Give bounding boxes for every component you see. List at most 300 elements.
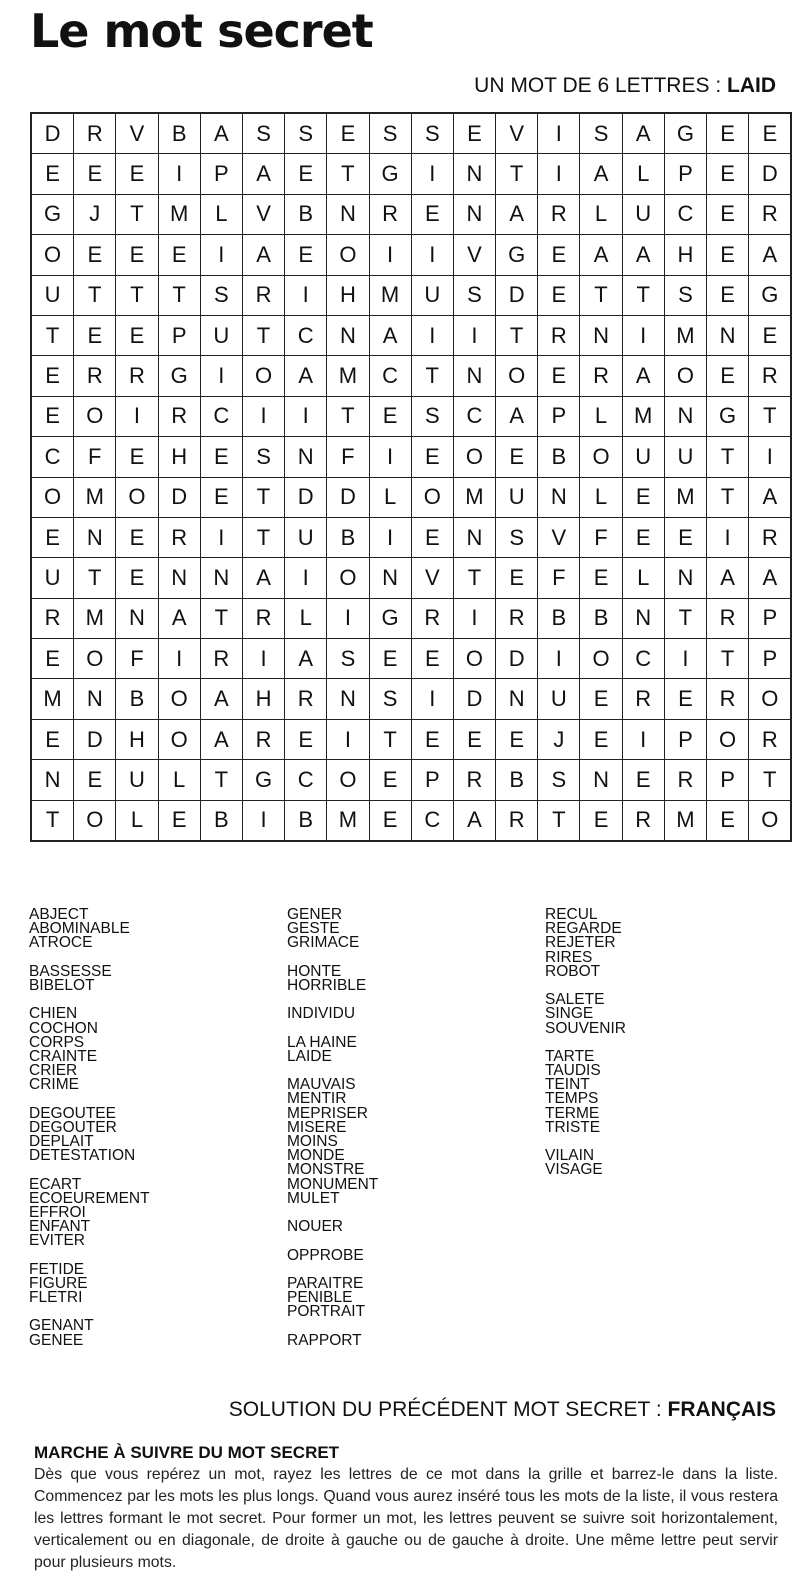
grid-cell[interactable]: L (158, 760, 200, 800)
word-list-item[interactable]: ECOEUREMENT (29, 1189, 150, 1207)
grid-cell[interactable]: S (369, 113, 411, 154)
grid-cell[interactable]: R (538, 315, 580, 355)
grid-cell[interactable]: R (200, 639, 242, 679)
grid-cell[interactable]: A (749, 235, 792, 275)
grid-cell[interactable]: T (496, 315, 538, 355)
word-list-item[interactable]: ABOMINABLE (29, 920, 130, 938)
grid-cell[interactable]: E (707, 113, 749, 154)
grid-cell[interactable]: C (200, 396, 242, 436)
word-list-item[interactable]: REJETER (545, 934, 616, 952)
grid-cell[interactable]: G (369, 154, 411, 194)
grid-cell[interactable]: A (285, 639, 327, 679)
grid-cell[interactable]: E (496, 437, 538, 477)
grid-cell[interactable]: I (411, 235, 453, 275)
grid-cell[interactable]: O (749, 679, 792, 719)
word-list-item[interactable]: DEPLAIT (29, 1133, 94, 1150)
grid-cell[interactable]: I (242, 800, 284, 841)
grid-cell[interactable]: N (200, 558, 242, 598)
grid-cell[interactable]: P (664, 154, 706, 194)
grid-cell[interactable]: C (369, 356, 411, 396)
grid-cell[interactable]: R (538, 194, 580, 234)
grid-cell[interactable]: E (411, 719, 453, 759)
grid-cell[interactable]: T (327, 396, 369, 436)
grid-cell[interactable]: J (538, 719, 580, 759)
grid-cell[interactable]: U (285, 517, 327, 557)
grid-cell[interactable]: N (327, 315, 369, 355)
grid-cell[interactable]: E (538, 356, 580, 396)
grid-cell[interactable]: E (158, 235, 200, 275)
word-list-item[interactable]: CRAINTE (29, 1047, 98, 1065)
grid-cell[interactable]: O (31, 235, 74, 275)
word-list-item[interactable]: FLETRI (29, 1289, 83, 1307)
grid-cell[interactable]: E (707, 800, 749, 841)
grid-cell[interactable]: A (453, 800, 495, 841)
grid-cell[interactable]: T (200, 760, 242, 800)
grid-cell[interactable]: I (200, 517, 242, 557)
grid-cell[interactable]: V (242, 194, 284, 234)
word-list-item[interactable]: MONSTRE (287, 1161, 365, 1179)
grid-cell[interactable]: T (538, 800, 580, 841)
word-list-item[interactable]: NOUER (287, 1218, 343, 1236)
grid-cell[interactable]: E (31, 517, 74, 557)
word-list-item[interactable]: LA HAINE (287, 1033, 357, 1051)
grid-cell[interactable]: B (538, 437, 580, 477)
grid-cell[interactable]: T (158, 275, 200, 315)
grid-cell[interactable]: E (74, 315, 116, 355)
grid-cell[interactable]: V (538, 517, 580, 557)
grid-cell[interactable]: E (285, 235, 327, 275)
grid-cell[interactable]: R (242, 598, 284, 638)
grid-cell[interactable]: V (453, 235, 495, 275)
grid-cell[interactable]: I (538, 154, 580, 194)
grid-cell[interactable]: E (749, 113, 792, 154)
grid-cell[interactable]: N (327, 679, 369, 719)
grid-cell[interactable]: T (707, 437, 749, 477)
grid-cell[interactable]: T (327, 154, 369, 194)
grid-cell[interactable]: D (327, 477, 369, 517)
word-list-item[interactable]: TERME (545, 1104, 600, 1122)
grid-cell[interactable]: S (200, 275, 242, 315)
grid-cell[interactable]: A (285, 356, 327, 396)
grid-cell[interactable]: E (74, 235, 116, 275)
grid-cell[interactable]: I (285, 396, 327, 436)
grid-cell[interactable]: E (31, 639, 74, 679)
grid-cell[interactable]: O (496, 356, 538, 396)
grid-cell[interactable]: E (580, 719, 622, 759)
grid-cell[interactable]: M (327, 800, 369, 841)
grid-cell[interactable]: E (116, 437, 158, 477)
grid-cell[interactable]: E (622, 760, 664, 800)
grid-cell[interactable]: O (580, 437, 622, 477)
word-list-item[interactable]: TEMPS (545, 1090, 599, 1108)
grid-cell[interactable]: R (242, 275, 284, 315)
grid-cell[interactable]: I (538, 639, 580, 679)
grid-cell[interactable]: T (369, 719, 411, 759)
grid-cell[interactable]: B (327, 517, 369, 557)
grid-cell[interactable]: T (74, 558, 116, 598)
grid-cell[interactable]: O (327, 760, 369, 800)
grid-cell[interactable]: S (496, 517, 538, 557)
word-list-item[interactable]: MAUVAIS (287, 1076, 356, 1094)
grid-cell[interactable]: E (285, 154, 327, 194)
grid-cell[interactable]: A (496, 194, 538, 234)
grid-cell[interactable]: R (749, 517, 792, 557)
grid-cell[interactable]: I (453, 598, 495, 638)
grid-cell[interactable]: E (707, 356, 749, 396)
grid-cell[interactable]: R (496, 598, 538, 638)
grid-cell[interactable]: B (285, 194, 327, 234)
grid-cell[interactable]: E (116, 154, 158, 194)
word-list-item[interactable]: SINGE (545, 1005, 594, 1023)
grid-cell[interactable]: E (31, 396, 74, 436)
word-list-item[interactable]: HORRIBLE (287, 976, 367, 994)
word-list-item[interactable]: PENIBLE (287, 1289, 353, 1307)
grid-cell[interactable]: N (453, 356, 495, 396)
grid-cell[interactable]: G (369, 598, 411, 638)
grid-cell[interactable]: T (74, 275, 116, 315)
grid-cell[interactable]: L (369, 477, 411, 517)
grid-cell[interactable]: L (116, 800, 158, 841)
grid-cell[interactable]: R (749, 356, 792, 396)
grid-cell[interactable]: M (74, 598, 116, 638)
grid-cell[interactable]: I (285, 275, 327, 315)
grid-cell[interactable]: E (369, 760, 411, 800)
grid-cell[interactable]: N (453, 517, 495, 557)
grid-cell[interactable]: E (538, 235, 580, 275)
grid-cell[interactable]: A (622, 235, 664, 275)
grid-cell[interactable]: P (749, 598, 792, 638)
grid-cell[interactable]: U (200, 315, 242, 355)
grid-cell[interactable]: I (707, 517, 749, 557)
word-list-item[interactable]: INDIVIDU (287, 1005, 356, 1023)
grid-cell[interactable]: R (664, 760, 706, 800)
grid-cell[interactable]: A (496, 396, 538, 436)
grid-cell[interactable]: E (74, 154, 116, 194)
grid-cell[interactable]: B (496, 760, 538, 800)
grid-cell[interactable]: T (411, 356, 453, 396)
grid-cell[interactable]: H (242, 679, 284, 719)
grid-cell[interactable]: N (580, 315, 622, 355)
grid-cell[interactable]: A (369, 315, 411, 355)
grid-cell[interactable]: A (749, 477, 792, 517)
grid-cell[interactable]: E (327, 113, 369, 154)
grid-cell[interactable]: S (242, 437, 284, 477)
word-list-item[interactable]: CORPS (29, 1033, 85, 1051)
grid-cell[interactable]: T (116, 275, 158, 315)
grid-cell[interactable]: T (242, 477, 284, 517)
grid-cell[interactable]: D (31, 113, 74, 154)
grid-cell[interactable]: P (707, 760, 749, 800)
grid-cell[interactable]: H (158, 437, 200, 477)
grid-cell[interactable]: P (664, 719, 706, 759)
word-list-item[interactable]: VISAGE (545, 1161, 603, 1179)
grid-cell[interactable]: D (496, 275, 538, 315)
grid-cell[interactable]: A (200, 679, 242, 719)
grid-cell[interactable]: E (158, 800, 200, 841)
grid-cell[interactable]: S (538, 760, 580, 800)
grid-cell[interactable]: M (327, 356, 369, 396)
grid-cell[interactable]: A (158, 598, 200, 638)
grid-cell[interactable]: P (749, 639, 792, 679)
grid-cell[interactable]: B (158, 113, 200, 154)
word-list-item[interactable]: TEINT (545, 1076, 590, 1094)
grid-cell[interactable]: E (664, 679, 706, 719)
grid-cell[interactable]: I (158, 639, 200, 679)
grid-cell[interactable]: L (580, 477, 622, 517)
grid-cell[interactable]: N (74, 517, 116, 557)
grid-cell[interactable]: U (622, 194, 664, 234)
grid-cell[interactable]: B (116, 679, 158, 719)
grid-cell[interactable]: P (538, 396, 580, 436)
word-list-item[interactable]: BASSESSE (29, 962, 112, 980)
grid-cell[interactable]: E (538, 275, 580, 315)
grid-cell[interactable]: M (369, 275, 411, 315)
grid-cell[interactable]: T (749, 396, 792, 436)
grid-cell[interactable]: I (285, 558, 327, 598)
grid-cell[interactable]: E (369, 639, 411, 679)
grid-cell[interactable]: T (707, 477, 749, 517)
word-list-item[interactable]: SALETE (545, 991, 605, 1009)
grid-cell[interactable]: T (664, 598, 706, 638)
grid-cell[interactable]: O (411, 477, 453, 517)
grid-cell[interactable]: B (538, 598, 580, 638)
grid-cell[interactable]: N (369, 558, 411, 598)
grid-cell[interactable]: E (707, 194, 749, 234)
grid-cell[interactable]: H (327, 275, 369, 315)
grid-cell[interactable]: I (369, 437, 411, 477)
grid-cell[interactable]: T (749, 760, 792, 800)
grid-cell[interactable]: P (411, 760, 453, 800)
grid-cell[interactable]: N (74, 679, 116, 719)
grid-cell[interactable]: I (453, 315, 495, 355)
grid-cell[interactable]: G (242, 760, 284, 800)
grid-cell[interactable]: E (622, 477, 664, 517)
word-list-item[interactable]: GESTE (287, 920, 340, 938)
word-list-item[interactable]: MEPRISER (287, 1104, 368, 1122)
grid-cell[interactable]: F (327, 437, 369, 477)
grid-cell[interactable]: A (622, 113, 664, 154)
grid-cell[interactable]: I (158, 154, 200, 194)
grid-cell[interactable]: E (200, 477, 242, 517)
grid-cell[interactable]: N (116, 598, 158, 638)
grid-cell[interactable]: P (158, 315, 200, 355)
word-list-item[interactable]: TRISTE (545, 1118, 601, 1136)
grid-cell[interactable]: R (31, 598, 74, 638)
grid-cell[interactable]: S (285, 113, 327, 154)
word-list-item[interactable]: CRIME (29, 1076, 79, 1094)
word-list-item[interactable]: COCHON (29, 1019, 98, 1037)
grid-cell[interactable]: O (580, 639, 622, 679)
grid-cell[interactable]: M (664, 800, 706, 841)
grid-cell[interactable]: F (116, 639, 158, 679)
grid-cell[interactable]: R (580, 356, 622, 396)
grid-cell[interactable]: A (580, 154, 622, 194)
grid-cell[interactable]: T (580, 275, 622, 315)
grid-cell[interactable]: I (369, 517, 411, 557)
grid-cell[interactable]: A (622, 356, 664, 396)
grid-cell[interactable]: V (116, 113, 158, 154)
grid-cell[interactable]: N (664, 558, 706, 598)
grid-cell[interactable]: R (411, 598, 453, 638)
grid-cell[interactable]: E (116, 315, 158, 355)
grid-cell[interactable]: N (327, 194, 369, 234)
grid-cell[interactable]: T (242, 315, 284, 355)
grid-cell[interactable]: N (453, 154, 495, 194)
word-list-item[interactable]: DETESTATION (29, 1147, 136, 1165)
grid-cell[interactable]: U (538, 679, 580, 719)
grid-cell[interactable]: I (411, 154, 453, 194)
grid-cell[interactable]: E (453, 113, 495, 154)
grid-cell[interactable]: T (622, 275, 664, 315)
grid-cell[interactable]: R (707, 679, 749, 719)
grid-cell[interactable]: U (622, 437, 664, 477)
grid-cell[interactable]: E (116, 517, 158, 557)
grid-cell[interactable]: E (453, 719, 495, 759)
grid-cell[interactable]: M (453, 477, 495, 517)
grid-cell[interactable]: E (411, 517, 453, 557)
grid-cell[interactable]: D (496, 639, 538, 679)
grid-cell[interactable]: A (242, 154, 284, 194)
grid-cell[interactable]: E (707, 154, 749, 194)
grid-cell[interactable]: N (285, 437, 327, 477)
grid-cell[interactable]: E (31, 356, 74, 396)
grid-cell[interactable]: A (200, 719, 242, 759)
word-list-item[interactable]: MONUMENT (287, 1175, 379, 1193)
word-list-item[interactable]: MISERE (287, 1118, 347, 1136)
grid-cell[interactable]: E (74, 760, 116, 800)
grid-cell[interactable]: R (707, 598, 749, 638)
grid-cell[interactable]: D (285, 477, 327, 517)
grid-cell[interactable]: P (200, 154, 242, 194)
grid-cell[interactable]: A (200, 113, 242, 154)
grid-cell[interactable]: N (707, 315, 749, 355)
grid-cell[interactable]: N (622, 598, 664, 638)
word-list-item[interactable]: TAUDIS (545, 1062, 601, 1080)
grid-cell[interactable]: A (749, 558, 792, 598)
grid-cell[interactable]: R (369, 194, 411, 234)
word-list-item[interactable]: RECUL (545, 906, 598, 923)
grid-cell[interactable]: E (496, 558, 538, 598)
grid-cell[interactable]: I (116, 396, 158, 436)
word-list-item[interactable]: EFFROI (29, 1203, 86, 1221)
grid-cell[interactable]: E (707, 235, 749, 275)
word-list-item[interactable]: VILAIN (545, 1147, 595, 1165)
word-list-item[interactable]: REGARDE (545, 920, 622, 938)
grid-cell[interactable]: N (31, 760, 74, 800)
word-list-item[interactable]: RAPPORT (287, 1331, 362, 1349)
grid-cell[interactable]: R (158, 396, 200, 436)
grid-cell[interactable]: B (285, 800, 327, 841)
grid-cell[interactable]: O (242, 356, 284, 396)
grid-cell[interactable]: R (116, 356, 158, 396)
grid-cell[interactable]: U (664, 437, 706, 477)
grid-cell[interactable]: S (411, 113, 453, 154)
grid-cell[interactable]: G (749, 275, 792, 315)
grid-cell[interactable]: A (707, 558, 749, 598)
word-list-item[interactable]: GENEE (29, 1331, 84, 1349)
grid-cell[interactable]: R (622, 800, 664, 841)
grid-cell[interactable]: T (31, 800, 74, 841)
grid-cell[interactable]: A (242, 558, 284, 598)
grid-cell[interactable]: U (116, 760, 158, 800)
word-list-item[interactable]: ATROCE (29, 934, 93, 952)
grid-cell[interactable]: C (285, 760, 327, 800)
word-list-item[interactable]: TARTE (545, 1047, 595, 1065)
word-list-item[interactable]: ROBOT (545, 962, 601, 980)
grid-cell[interactable]: E (749, 315, 792, 355)
grid-cell[interactable]: R (74, 356, 116, 396)
word-list-item[interactable]: MONDE (287, 1147, 345, 1165)
grid-cell[interactable]: L (200, 194, 242, 234)
grid-cell[interactable]: T (200, 598, 242, 638)
grid-cell[interactable]: L (580, 396, 622, 436)
grid-cell[interactable]: G (707, 396, 749, 436)
grid-cell[interactable]: E (707, 275, 749, 315)
grid-cell[interactable]: C (622, 639, 664, 679)
grid-cell[interactable]: I (664, 639, 706, 679)
grid-cell[interactable]: T (453, 558, 495, 598)
word-list-item[interactable]: ECART (29, 1175, 82, 1193)
grid-cell[interactable]: E (411, 639, 453, 679)
grid-cell[interactable]: E (580, 800, 622, 841)
grid-cell[interactable]: R (622, 679, 664, 719)
grid-cell[interactable]: I (200, 235, 242, 275)
grid-cell[interactable]: S (369, 679, 411, 719)
word-list-item[interactable]: CRIER (29, 1062, 78, 1080)
grid-cell[interactable]: L (580, 194, 622, 234)
grid-cell[interactable]: G (496, 235, 538, 275)
grid-cell[interactable]: D (749, 154, 792, 194)
grid-cell[interactable]: A (242, 235, 284, 275)
grid-cell[interactable]: M (622, 396, 664, 436)
grid-cell[interactable]: E (285, 719, 327, 759)
grid-cell[interactable]: R (453, 760, 495, 800)
grid-cell[interactable]: O (74, 800, 116, 841)
word-list-item[interactable]: DEGOUTER (29, 1118, 117, 1136)
grid-cell[interactable]: M (74, 477, 116, 517)
word-list-item[interactable]: RIRES (545, 948, 593, 966)
grid-cell[interactable]: C (31, 437, 74, 477)
grid-cell[interactable]: I (200, 356, 242, 396)
grid-cell[interactable]: M (664, 477, 706, 517)
grid-cell[interactable]: E (622, 517, 664, 557)
word-list-item[interactable]: ABJECT (29, 906, 89, 923)
grid-cell[interactable]: E (664, 517, 706, 557)
word-list-item[interactable]: FETIDE (29, 1260, 85, 1278)
grid-cell[interactable]: C (664, 194, 706, 234)
grid-cell[interactable]: H (664, 235, 706, 275)
word-list-item[interactable]: MOINS (287, 1133, 338, 1150)
grid-cell[interactable]: T (496, 154, 538, 194)
grid-cell[interactable]: S (327, 639, 369, 679)
grid-cell[interactable]: E (200, 437, 242, 477)
grid-cell[interactable]: O (664, 356, 706, 396)
grid-cell[interactable]: M (158, 194, 200, 234)
grid-cell[interactable]: E (580, 679, 622, 719)
grid-cell[interactable]: S (580, 113, 622, 154)
grid-cell[interactable]: U (411, 275, 453, 315)
grid-cell[interactable]: N (496, 679, 538, 719)
grid-cell[interactable]: E (116, 235, 158, 275)
word-list-item[interactable]: EVITER (29, 1232, 85, 1250)
grid-cell[interactable]: R (74, 113, 116, 154)
word-list-item[interactable]: BIBELOT (29, 976, 95, 994)
grid-cell[interactable]: B (580, 598, 622, 638)
grid-cell[interactable]: G (664, 113, 706, 154)
grid-cell[interactable]: I (242, 639, 284, 679)
grid-cell[interactable]: I (369, 235, 411, 275)
grid-cell[interactable]: I (538, 113, 580, 154)
